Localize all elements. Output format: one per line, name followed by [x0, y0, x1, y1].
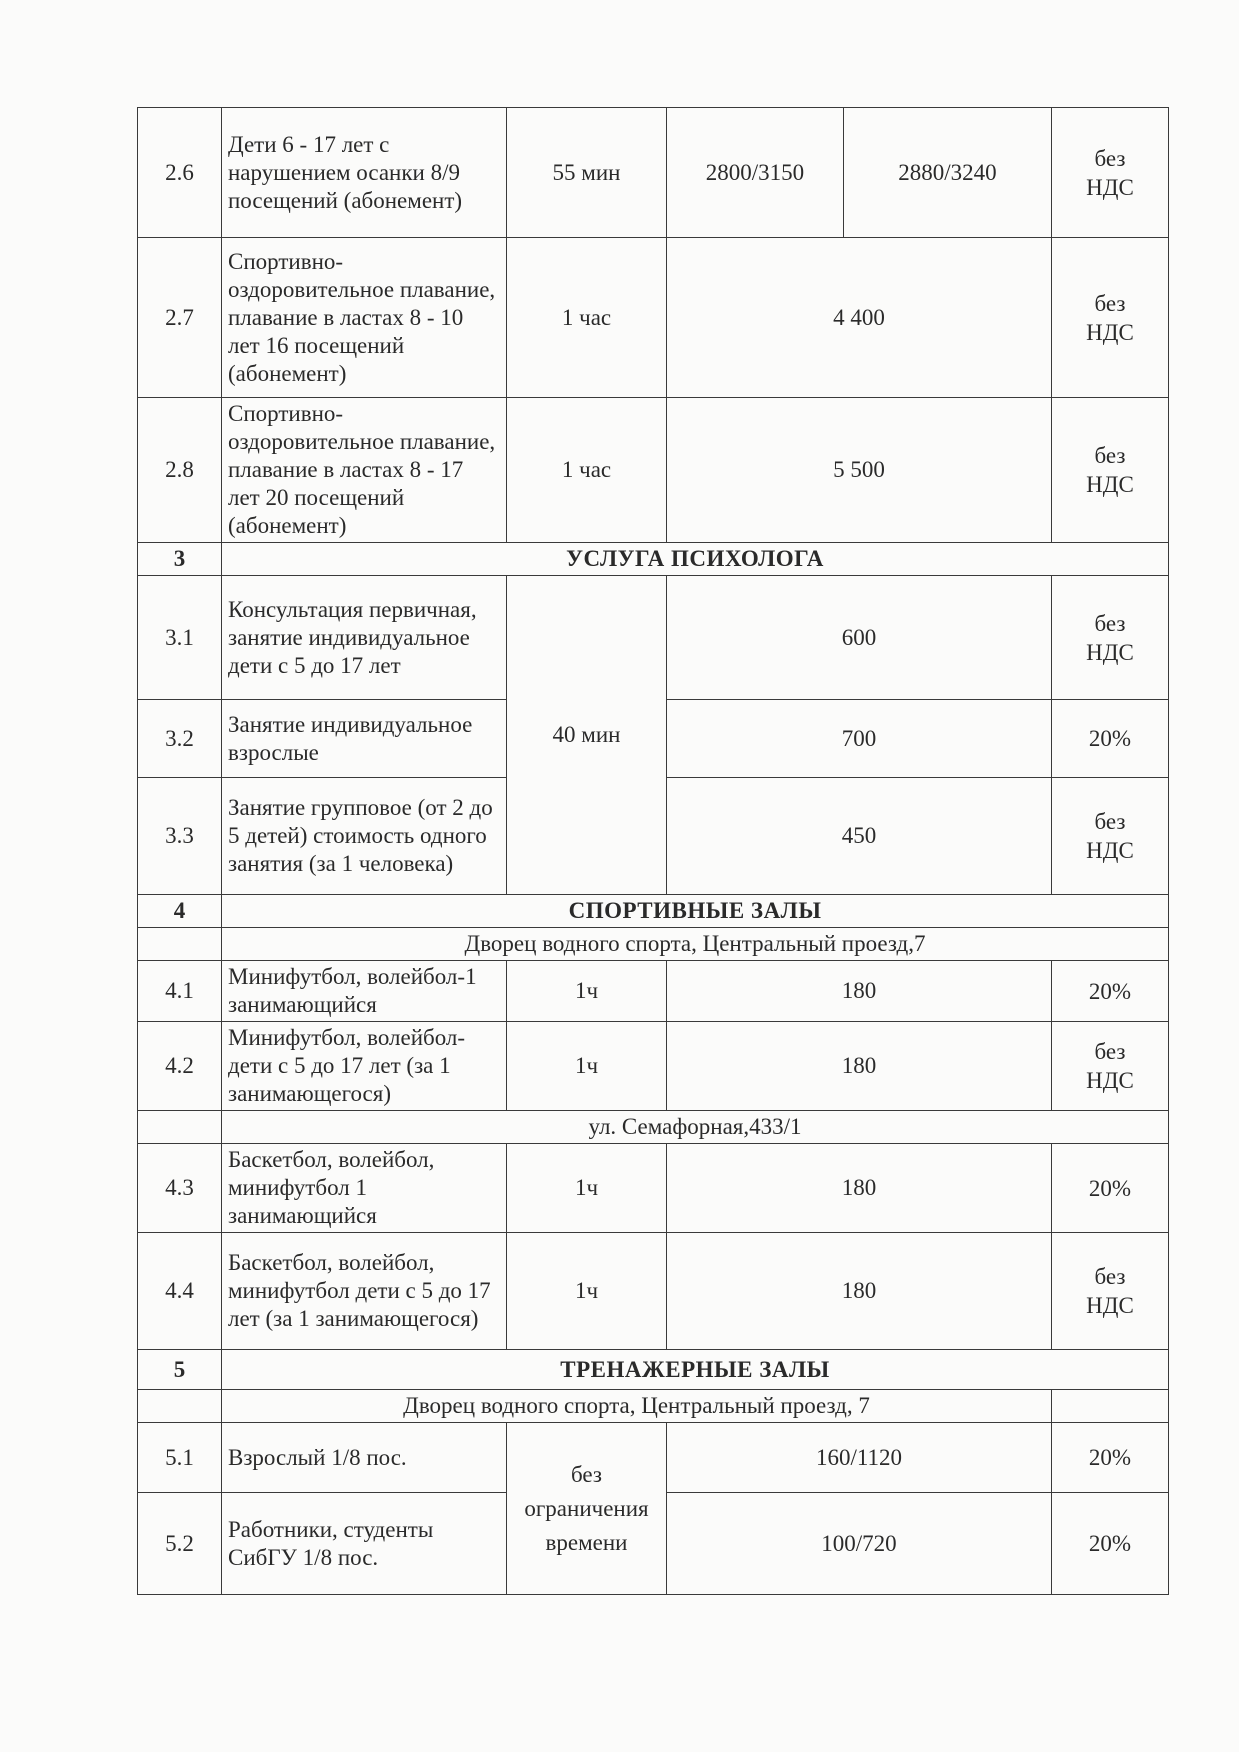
vat-cell: 20% — [1052, 961, 1169, 1022]
vat-line: НДС — [1086, 639, 1134, 665]
price-cell: 450 — [667, 778, 1052, 895]
row-number: 4.4 — [138, 1233, 222, 1350]
vat-cell — [1052, 238, 1169, 398]
location-label: Дворец водного спорта, Центральный проезд, 7 — [222, 1390, 1052, 1423]
section-row-4 — [138, 895, 1169, 928]
table-row-4-1 — [138, 961, 1169, 1022]
price-cell: 160/1120 — [667, 1423, 1052, 1493]
service-name: Работники, студенты СибГУ 1/8 пос. — [222, 1493, 507, 1595]
table-row-3-1 — [138, 576, 1169, 700]
price-cell: 100/720 — [667, 1493, 1052, 1595]
service-name: Дети 6 - 17 лет с нарушением осанки 8/9 посещений (абонемент) — [222, 108, 507, 238]
service-name: Баскетбол, волейбол, минифутбол 1 занимающийся — [222, 1144, 507, 1233]
price-cell: 180 — [667, 961, 1052, 1022]
vat-cell — [1052, 108, 1169, 238]
vat-line: НДС — [1086, 1068, 1134, 1093]
service-name: Спортивно-оздоровительное плавание, плавание в ластах 8 - 17 лет 20 посещений (абонемент) — [222, 398, 507, 543]
duration-cell: 1 час — [507, 398, 667, 543]
duration-cell: 1ч — [507, 1022, 667, 1111]
price-cell: 4 400 — [667, 238, 1052, 398]
location-row — [138, 1111, 1169, 1144]
duration-cell: 1 час — [507, 238, 667, 398]
vat-line: без — [1094, 290, 1126, 316]
price-cell: 5 500 — [667, 398, 1052, 543]
duration-cell: 1ч — [507, 1233, 667, 1350]
vat-cell: 20% — [1052, 1423, 1169, 1493]
section-row-5 — [138, 1350, 1169, 1390]
service-name: Консультация первичная, занятие индивидуальное дети с 5 до 17 лет — [222, 576, 507, 700]
empty-cell — [138, 1390, 222, 1423]
section-title: ТРЕНАЖЕРНЫЕ ЗАЛЫ — [222, 1350, 1169, 1390]
vat-line: НДС — [1086, 319, 1134, 345]
service-name: Занятие групповое (от 2 до 5 детей) стоимость одного занятия (за 1 человека) — [222, 778, 507, 895]
price-cell: 2880/3240 — [844, 108, 1052, 238]
location-row — [138, 1390, 1169, 1423]
vat-line: без — [1094, 1039, 1126, 1064]
price-cell: 600 — [667, 576, 1052, 700]
vat-cell: 20% — [1052, 1493, 1169, 1595]
service-name: Минифутбол, волейбол-дети с 5 до 17 лет (за 1 занимающегося) — [222, 1022, 507, 1111]
vat-cell — [1052, 398, 1169, 543]
price-cell: 180 — [667, 1022, 1052, 1111]
table-row-2-7 — [138, 238, 1169, 398]
table-row-4-2 — [138, 1022, 1169, 1111]
section-number: 3 — [138, 543, 222, 576]
row-number: 2.7 — [138, 238, 222, 398]
vat-cell — [1052, 1233, 1169, 1350]
service-name: Занятие индивидуальное взрослые — [222, 700, 507, 778]
vat-cell: 20% — [1052, 1144, 1169, 1233]
section-title: УСЛУГА ПСИХОЛОГА — [222, 543, 1169, 576]
vat-line: без — [1094, 809, 1126, 834]
vat-line: без — [1094, 610, 1126, 636]
row-number: 5.2 — [138, 1493, 222, 1595]
service-name: Минифутбол, волейбол-1 занимающийся — [222, 961, 507, 1022]
row-number: 2.8 — [138, 398, 222, 543]
location-row — [138, 928, 1169, 961]
vat-cell: 20% — [1052, 700, 1169, 778]
price-table — [137, 107, 1169, 1595]
vat-line: НДС — [1086, 174, 1134, 200]
empty-cell — [138, 1111, 222, 1144]
row-number: 3.3 — [138, 778, 222, 895]
table-row-5-1 — [138, 1423, 1169, 1493]
row-number: 4.1 — [138, 961, 222, 1022]
location-label: ул. Семафорная,433/1 — [222, 1111, 1169, 1144]
vat-line: без — [1094, 443, 1126, 468]
vat-line: НДС — [1086, 838, 1134, 863]
table-row-2-8 — [138, 398, 1169, 543]
vat-line: НДС — [1086, 472, 1134, 497]
row-number: 5.1 — [138, 1423, 222, 1493]
location-label: Дворец водного спорта, Центральный проезд,7 — [222, 928, 1169, 961]
row-number: 2.6 — [138, 108, 222, 238]
price-cell: 2800/3150 — [667, 108, 844, 238]
row-number: 4.2 — [138, 1022, 222, 1111]
vat-line: НДС — [1086, 1293, 1134, 1318]
section-row-3 — [138, 543, 1169, 576]
row-number: 3.1 — [138, 576, 222, 700]
table-row-2-6 — [138, 108, 1169, 238]
table-row-4-4 — [138, 1233, 1169, 1350]
service-name: Взрослый 1/8 пос. — [222, 1423, 507, 1493]
price-cell: 180 — [667, 1144, 1052, 1233]
duration-cell: 1ч — [507, 1144, 667, 1233]
duration-cell: 1ч — [507, 961, 667, 1022]
empty-cell — [1052, 1390, 1169, 1423]
row-number: 3.2 — [138, 700, 222, 778]
section-number: 5 — [138, 1350, 222, 1390]
empty-cell — [138, 928, 222, 961]
price-cell: 180 — [667, 1233, 1052, 1350]
vat-cell — [1052, 778, 1169, 895]
vat-cell — [1052, 576, 1169, 700]
vat-line: без — [1094, 1264, 1126, 1289]
duration-cell: 40 мин — [507, 576, 667, 895]
row-number: 4.3 — [138, 1144, 222, 1233]
vat-line: без — [1094, 145, 1126, 171]
vat-cell — [1052, 1022, 1169, 1111]
section-number: 4 — [138, 895, 222, 928]
table-row-4-3 — [138, 1144, 1169, 1233]
duration-cell: 55 мин — [507, 108, 667, 238]
duration-cell: без ограничения времени — [507, 1423, 667, 1595]
section-title: СПОРТИВНЫЕ ЗАЛЫ — [222, 895, 1169, 928]
price-cell: 700 — [667, 700, 1052, 778]
service-name: Спортивно-оздоровительное плавание, плавание в ластах 8 - 10 лет 16 посещений (абонемент) — [222, 238, 507, 398]
service-name: Баскетбол, волейбол, минифутбол дети с 5 до 17 лет (за 1 занимающегося) — [222, 1233, 507, 1350]
